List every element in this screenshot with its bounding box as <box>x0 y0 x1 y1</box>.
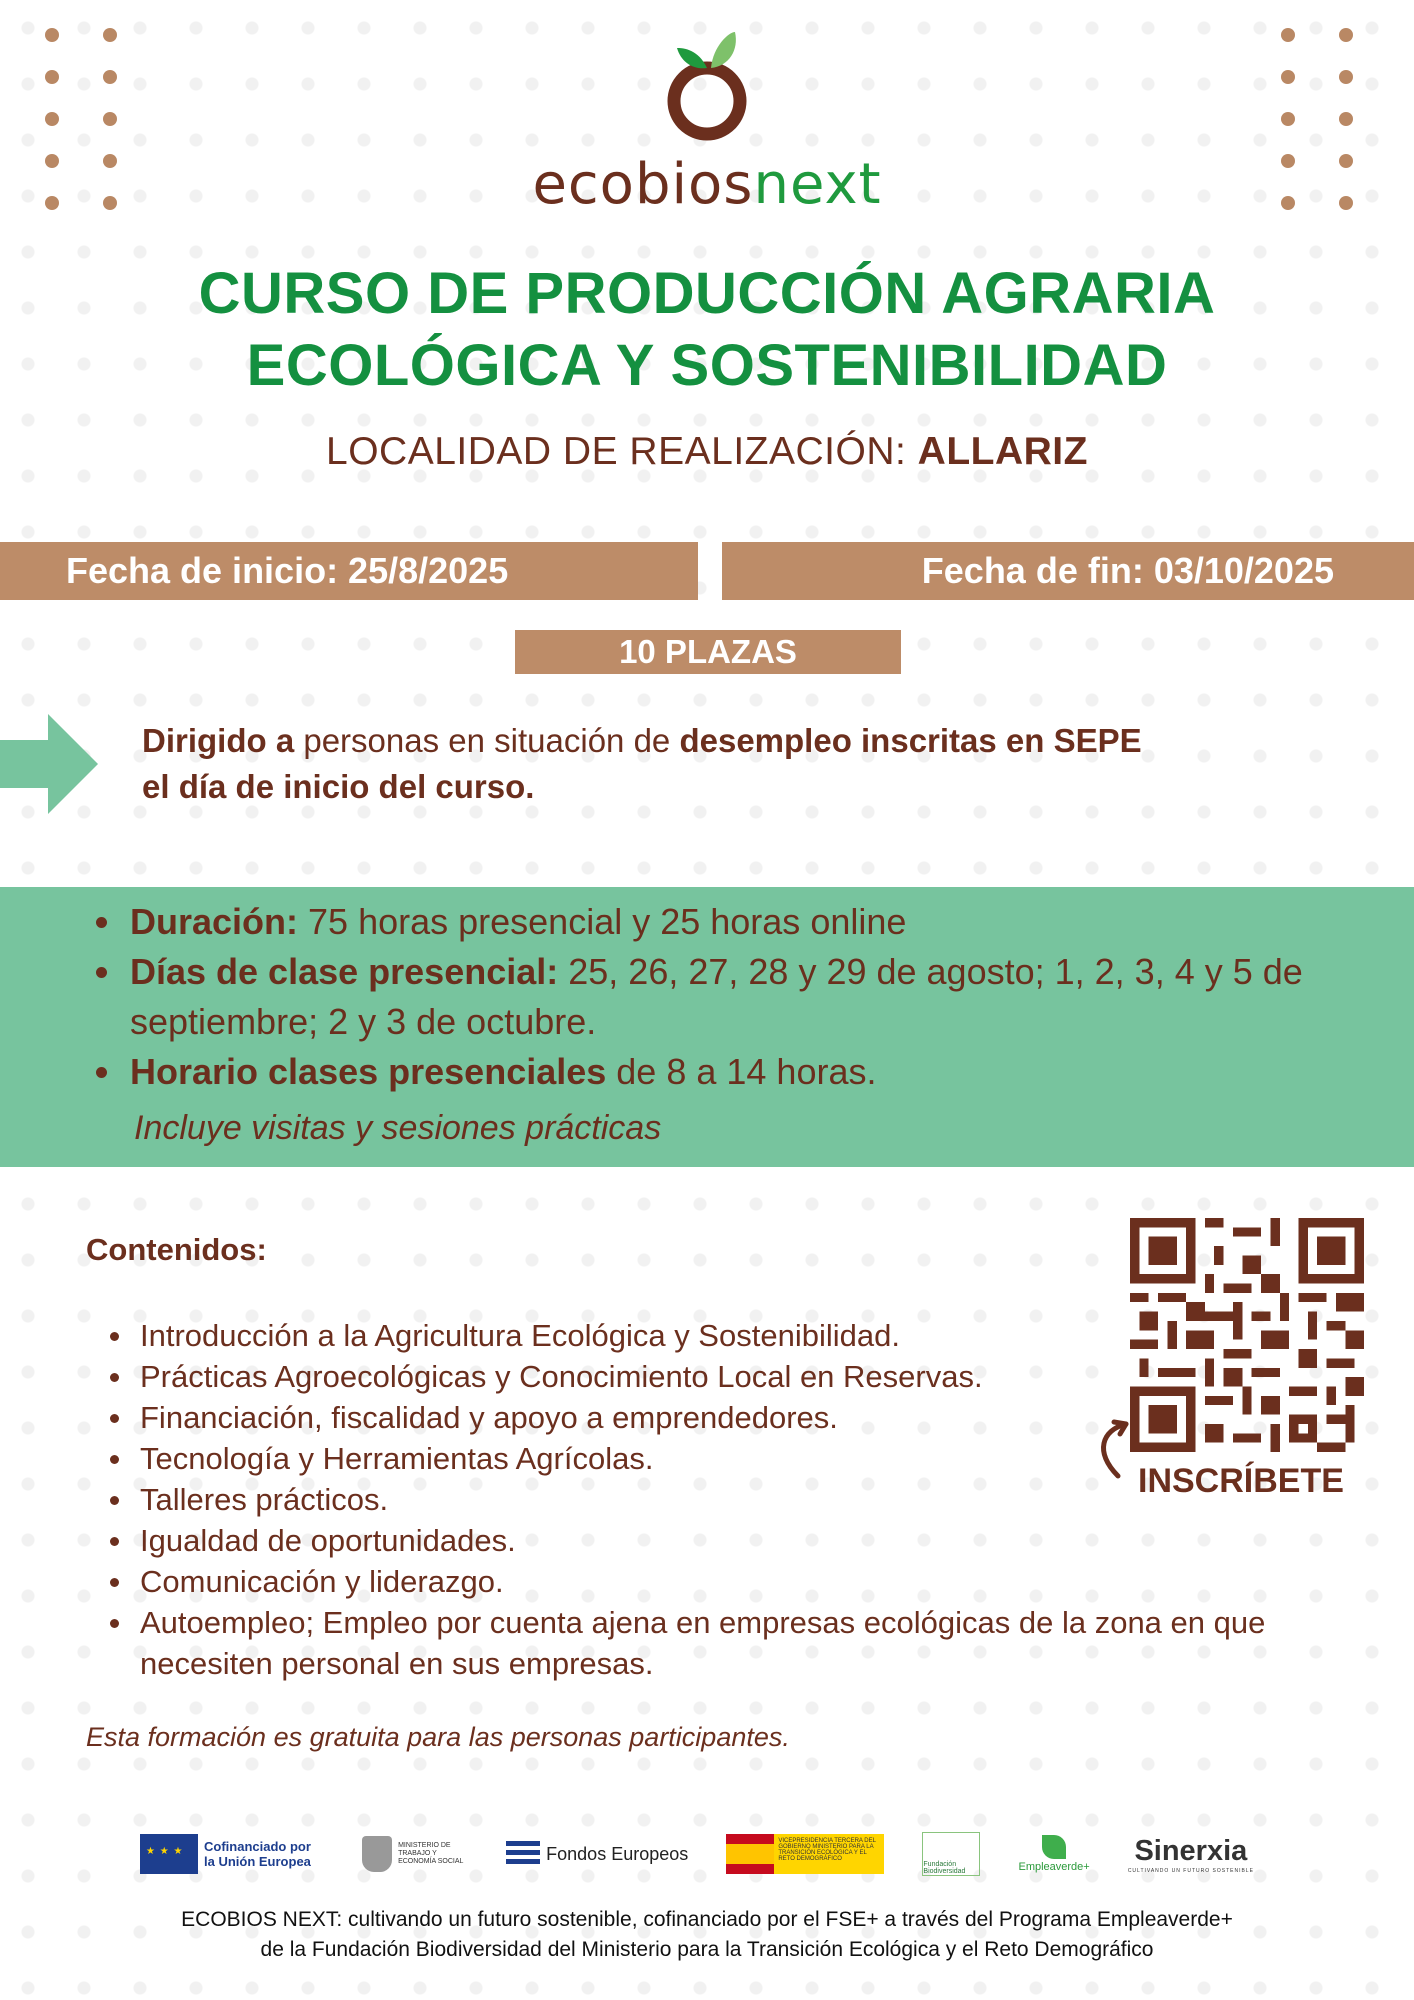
eu-logo-text: Cofinanciado por la Unión Europea <box>204 1839 311 1869</box>
end-date-bar: Fecha de fin: 03/10/2025 <box>722 542 1414 600</box>
logo-ring-leaf-icon <box>647 26 767 146</box>
footer-line2: de la Fundación Biodiversidad del Ministerio para la Transición Ecológica y el Reto Demográfico <box>260 1938 1154 1961</box>
course-location <box>0 430 1414 474</box>
spain-flag-icon <box>726 1834 774 1874</box>
logo-wordmark-part2: next <box>753 152 882 217</box>
course-details-band <box>0 887 1414 1167</box>
course-title-line1: CURSO DE PRODUCCIÓN AGRARIA <box>198 261 1216 326</box>
contents-title: Contenidos: <box>86 1232 267 1267</box>
gobierno-logo <box>726 1834 884 1874</box>
list-item: Comunicación y liderazgo. <box>108 1561 1358 1602</box>
eu-logo <box>140 1834 324 1874</box>
location-label: LOCALIDAD DE REALIZACIÓN: <box>326 430 907 473</box>
sponsor-logos <box>140 1826 1254 1882</box>
fondos-logo-text: Fondos Europeos <box>546 1843 689 1864</box>
ministerio-logo <box>362 1836 468 1872</box>
course-details-list <box>96 897 1356 1097</box>
detail-item <box>96 1047 1356 1097</box>
leaf-icon <box>1042 1835 1066 1859</box>
start-date-bar: Fecha de inicio: 25/8/2025 <box>0 542 698 600</box>
course-title-line2: ECOLÓGICA Y SOSTENIBILIDAD <box>246 333 1168 398</box>
footer-line1: ECOBIOS NEXT: cultivando un futuro sostenible, cofinanciado por el FSE+ a través del Programa Empleaverde+ <box>181 1908 1233 1931</box>
target-audience <box>142 718 1292 810</box>
empleaverde-logo <box>1018 1835 1089 1873</box>
location-value: ALLARIZ <box>917 430 1088 473</box>
empleaverde-logo-text: Empleaverde+ <box>1018 1861 1090 1873</box>
detail-text: 75 horas presencial y 25 horas online <box>298 901 907 942</box>
footer-credits <box>0 1905 1414 1965</box>
list-item: Introducción a la Agricultura Ecológica y Sostenibilidad. <box>108 1315 1358 1356</box>
course-title <box>0 258 1414 402</box>
ministerio-logo-text: MINISTERIO DE TRABAJO Y ECONOMÍA SOCIAL <box>398 1842 464 1865</box>
list-item: Prácticas Agroecológicas y Conocimiento Local en Reservas. <box>108 1356 1358 1397</box>
sinerxia-logo <box>1128 1835 1254 1874</box>
list-item: Talleres prácticos. <box>108 1479 1358 1520</box>
detail-item <box>96 897 1356 947</box>
audience-bold-2: desempleo inscritas en SEPE <box>679 722 1142 759</box>
list-item: Autoempleo; Empleo por cuenta ajena en empresas ecológicas de la zona en que necesiten personal en sus empresas. <box>108 1602 1358 1684</box>
coat-of-arms-icon <box>362 1836 392 1872</box>
audience-text-1: personas en situación de <box>294 722 680 759</box>
free-training-note: Esta formación es gratuita para las personas participantes. <box>86 1722 790 1752</box>
details-note: Incluye visitas y sesiones prácticas <box>134 1109 662 1147</box>
logo-wordmark <box>0 152 1414 217</box>
logo-wordmark-part1: ecobios <box>532 152 754 217</box>
sinerxia-logo-text: Sinerxia <box>1134 1834 1248 1867</box>
detail-text: 25, 26, 27, 28 y 29 de agosto; 1, 2, 3, 4 y 5 de septiembre; 2 y 3 de octubre. <box>130 951 1303 1042</box>
detail-label: Duración: <box>130 901 299 942</box>
list-item: Igualdad de oportunidades. <box>108 1520 1358 1561</box>
curved-arrow-icon <box>1088 1418 1132 1482</box>
gobierno-logo-text: VICEPRESIDENCIA TERCERA DEL GOBIERNO MINISTERIO PARA LA TRANSICIÓN ECOLÓGICA Y EL RETO DEMOGRÁFICO <box>774 1834 884 1874</box>
plazas-badge: 10 PLAZAS <box>515 630 901 674</box>
ecobiosnext-logo <box>0 26 1414 217</box>
qr-code-icon[interactable] <box>1130 1218 1364 1452</box>
fondos-europeos-logo <box>506 1841 688 1867</box>
arrow-right-icon <box>0 714 100 814</box>
audience-bold-3: el día de inicio del curso. <box>142 768 535 805</box>
eu-flag-icon <box>140 1834 198 1874</box>
fondos-flag-icon <box>506 1841 540 1867</box>
detail-label: Días de clase presencial: <box>130 951 559 992</box>
fundacion-biodiversidad-logo: Fundación Biodiversidad <box>922 1832 980 1876</box>
detail-text: de 8 a 14 horas. <box>606 1051 877 1092</box>
list-item: Tecnología y Herramientas Agrícolas. <box>108 1438 1358 1479</box>
detail-label: Horario clases presenciales <box>130 1051 607 1092</box>
audience-bold-1: Dirigido a <box>142 722 295 759</box>
register-cta[interactable]: INSCRÍBETE <box>1138 1462 1344 1500</box>
list-item: Financiación, fiscalidad y apoyo a emprendedores. <box>108 1397 1358 1438</box>
sinerxia-tagline: CULTIVANDO UN FUTURO SOSTENIBLE <box>1127 1867 1254 1874</box>
detail-item <box>96 947 1356 1047</box>
